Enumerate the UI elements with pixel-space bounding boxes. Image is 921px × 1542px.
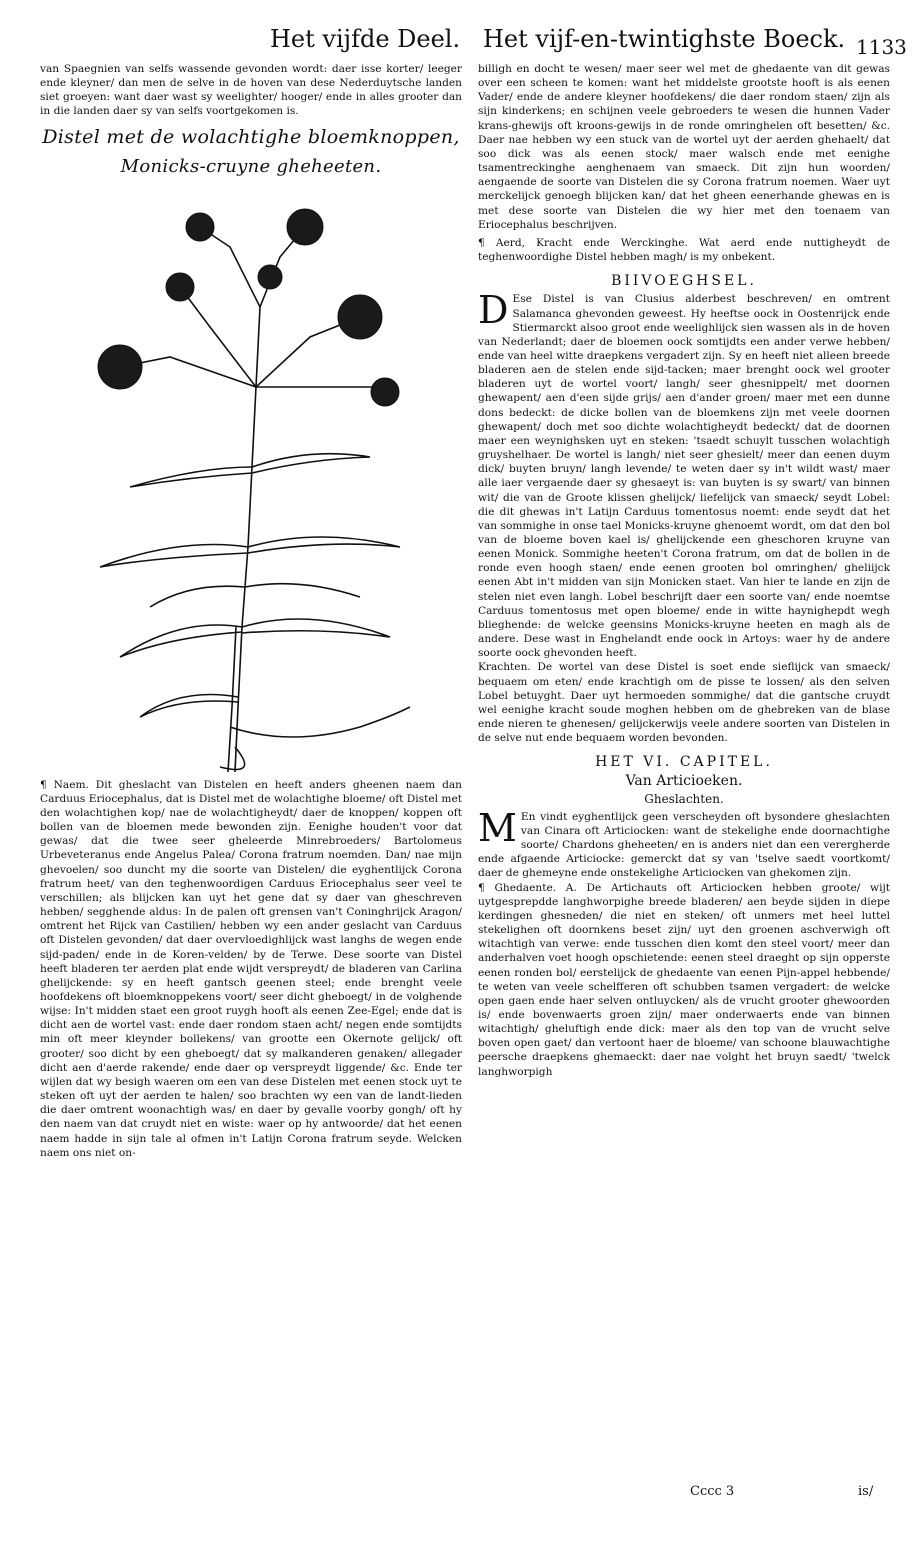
gheslachten-paragraph (478, 805, 890, 881)
continuation-paragraph: billigh en docht te wesen/ maer seer wel met de ghedaente van dit gewas over een scheen te komen: want het middelste grootste hooft is als eenen Vader/ ende de andere kleyner hoofdekens/ die daer rondom staen/ zijn als sijn kinderkens; en schijnen veele gebroeders te wesen die hunnen Vader krans-ghewijs oft kroons-gewijs in de ronde omringhelen oft besetten/ &c. Daer nae hebben wy een stuck van de wortel uyt der aerden ghehaelt/ dat soo dick was als eenen stock/ maer walsch ende met eenighe tsamentreckinghe aenghenaem van smaeck. Dit zijn hun woorden/ aengaende de soorte van Distelen die sy Corona fratrum noemen. Waer uyt merckelijck genoegh blijcken kan/ dat het gheen eenerhande ghewas en is met dese soorte van Distelen die wy hier met den toenaem van Eriocephalus beschrijven. (478, 63, 890, 231)
right-column (478, 62, 890, 1079)
page-number: 1133 (856, 35, 907, 59)
intro-paragraph: van Spaegnien van selfs wassende gevonden wordt: daer isse korter/ leeger ende kleyner/ dan men de selve in de hoven van dese Nederduytsche landen siet groeyen: want daer wast sy weelighter/ hooger/ ende in alles grooter dan in die landen daer sy van selfs voortgekomen is. (40, 63, 462, 118)
chapter-heading: HET VI. CAPITEL. (595, 754, 773, 771)
catchword: is/ (858, 1484, 874, 1499)
ghedaente-paragraph: ¶ Ghedaente. A. De Artichauts oft Articiocken hebben groote/ wijt uytgesprepdde langhworpighe breede bladeren/ aen beyde sijden in diepe kerdingen ghesneden/ die niet en steken/ oft unmers met heel luttel stekelighen oft doornkens beset zijn/ uyt den groenen aschverwigh oft witachtigh van verwe: ende tusschen dien komt den steel voort/ meer dan anderhalven voet hoogh opschietende: eenen steel draeght op sijn opperste eenen ronden bol/ eerstelijck de ghedaente van eenen Pijn-appel hebbende/ te weten van veele schelfferen oft schubben tsamen vergadert: de welcke open gaen ende haer selven ontluycken/ als de vrucht grooter ghewoorden is/ ende bovenwaerts groen zijn/ maer onderwaerts ende van binnen witachtigh/ gheluftigh ende dick: maer als den top van de vrucht selve boven open gaet/ dan vertoont haer de bloeme/ van schoone blauwachtighe peersche draepkens ghemaeckt: daer nae volght het bruyn saedt/ 'twelck langhworpigh (478, 881, 890, 1078)
gheslachten-heading: Gheslachten. (644, 791, 724, 806)
left-column (40, 62, 462, 1160)
aerd-paragraph: ¶ Aerd, Kracht ende Werckinghe. Wat aerd ende nuttigheydt de teghenwoordighe Distel hebben magh/ is my onbekent. (478, 236, 890, 264)
bijvoeghsel-heading: BIIVOEGHSEL. (611, 273, 757, 290)
section-title: Distel met de wolachtighe bloemknoppen, (42, 125, 460, 148)
krachten-paragraph: Krachten. De wortel van dese Distel is soet ende sieflijck van smaeck/ bequaem om eten/ ende krachtigh om de pisse te lossen/ als den selven Lobel betuyght. Daer uyt hermoeden sommighe/ dat die gantsche cruydt wel eenighe kracht soude moghen hebben om de ghebreken van de blase ende nieren te ghenesen/ gelijckerwijs veele andere soorten van Distelen in de selve nut ende bequaem worden bevonden. (478, 661, 890, 745)
drop-cap-m: M (478, 805, 517, 850)
drop-cap-d: D (478, 288, 509, 333)
signature-mark: Cccc 3 (690, 1484, 735, 1499)
naem-paragraph: ¶ Naem. Dit gheslacht van Distelen en heeft anders gheenen naem dan Carduus Eriocephalus, dat is Distel met de wolachtighe bloeme/ oft Distel met den wolachtighen kop/ nae de wolachtigheydt/ daer de knoppen/ koppen oft bollen van de bloemen mede bewonden zijn. Eenighe houden't voor dat gewas/ dat die twee seer gheleerde Minrebroeders/ Bartolomeus Urbeveteranus ende Angelus Palea/ Corona fratrum noemden. Dan/ nae mijn ghevoelen/ soo duncht my die soorte van Distelen/ die eyghentlijck Corona fratrum heet/ van den teghenwoordigen Carduus Eriocephalus seer veel te verschillen; als blijcken kan uyt het gene dat sy daer van gheschreven hebben/ segghende aldus: In de palen oft grensen van't Coninghrijck Aragon/ omtrent het Rijck van Castilien/ hebben wy een ander geslacht van Carduus oft Distelen gevonden/ dat daer overvloedighlijck wast langhs de wegen ende sijd-paden/ ende in de Koren-velden/ by de Terwe. Dese soorte van Distel heeft bladeren ter aerden plat ende wijdt verspreydt/ de bladeren van Carlina ghelijckende: sy en heeft gantsch geenen steel; ende brenght veele hoofdekens oft bloemknoppekens voort/ seer dicht gheboegt/ in de volghende wijse: In't midden staet een groot ruygh hooft als eenen Zee-Egel; ende dat is dicht aen de wortel vast: ende daer rondom staen acht/ negen ende somtijdts min oft meer kleynder bollekens/ van grootte een Okernote gelijck/ oft grooter/ soo dicht by een gheboegt/ dat sy malkanderen genaken/ allegader dicht aen d'aerde rakende/ ende daer op verspreydt liggende/ &c. Ende ter wijlen dat wy besigh waeren om een van dese Distelen met eenen stock uyt te steken oft uyt der aerden te halen/ soo brachten wy een van de landt-lieden die daer omtrent woonachtigh was/ en daer by gevalle voorby gongh/ oft hy den naem van dat cruydt niet en wiste: waer op hy antwoorde/ dat het eenen naem hadde in sijn tale al ofmen in't Latijn Corona fratrum seyde. Welcken naem ons niet on- (40, 778, 462, 1159)
thistle-woodcut-illustration (60, 187, 430, 772)
gheslachten-text: En vindt eyghentlijck geen verscheyden oft bysondere gheslachten van Cinara oft Articiocken: want de stekelighe ende doornachtighe soorte/ Chardons gheheeten/ en is anders niet dan een verergherde ende afgaende Articiocke: gemerckt dat sy van 'tselve saedt voortkomt/ daer de ghemeyne ende onstekelighe Articiocken van ghekomen zijn. (478, 810, 890, 880)
chapter-subheading: Van Articioeken. (625, 772, 743, 789)
running-head-center: Het vijf-en-twintighste Boeck. (483, 25, 846, 53)
running-head-left: Het vijfde Deel. (270, 25, 461, 53)
section-subtitle: Monicks-cruyne gheheeten. (120, 155, 382, 177)
bijvoeghsel-text: Ese Distel is van Clusius alderbest beschreven/ en omtrent Salamanca ghevonden geweest. Hy heeftse oock in Oostenrijck ende Stiermarckt alsoo groot ende weelighlijck sien wassen als in de hoven van Nederlandt; daer de bloemen oock somtijdts een ander verwe hebben/ ende van heel witte draepkens vergadert zijn. Sy en heeft niet alleen breede bladeren aen de stelen ende sijd-tacken; maer brenght oock wel grooter bladeren uyt de wortel voort/ langh/ seer ghesnippelt/ met doornen ghewapent/ aen d'een sijde grijs/ aen d'ander groen/ maer met een dunne dons bedeckt: de dicke bollen van de bloemkens zijn met veele doornen ghewapent/ doch met soo dichte wolachtigheydt bedeckt/ dat de doornen maer een weynighsken uyt en steken: 'tsaedt schuylt tusschen wolachtigh gruyshelhaer. De wortel is langh/ niet seer ghesielt/ meer dan eenen duym dick/ buyten bruyn/ langh levende/ te weten daer sy in't wildt wast/ maer alle iaer vergaende daer sy ghesaeyt is: van buyten is sy swart/ van binnen wit/ die van de Groote klissen ghelijck/ liefelijck van smaeck/ seydt Lobel: die dit ghewas in't Latijn Carduus tomentosus noemt: ende seydt dat het van sommighe in onse tael Monicks-kruyne ghenoemt wordt, om dat den bol van de bloeme boven kael is/ ghelijckende een gheschoren kruyne van eenen Monick. Sommighe heeten't Corona fratrum, om dat de bollen in de ronde even hoogh staen/ ende eenen grooten bol omringhen/ gheliijck eenen Abt in't midden van sijn Monicken staet. Van hier te lande en zijn de stelen niet even langh. Lobel beschrijft daer een soorte van/ ende noemtse Carduus tomentosus met open bloeme/ ende in witte haynighepdt wegh blieghende: de welcke geensins Monicks-kruyne heeten en magh als de andere. Dese wast in Enghelandt ende oock in Artoys: waer hy de andere soorte oock ghevonden heeft. (478, 293, 890, 660)
bijvoeghsel-paragraph (478, 288, 890, 660)
